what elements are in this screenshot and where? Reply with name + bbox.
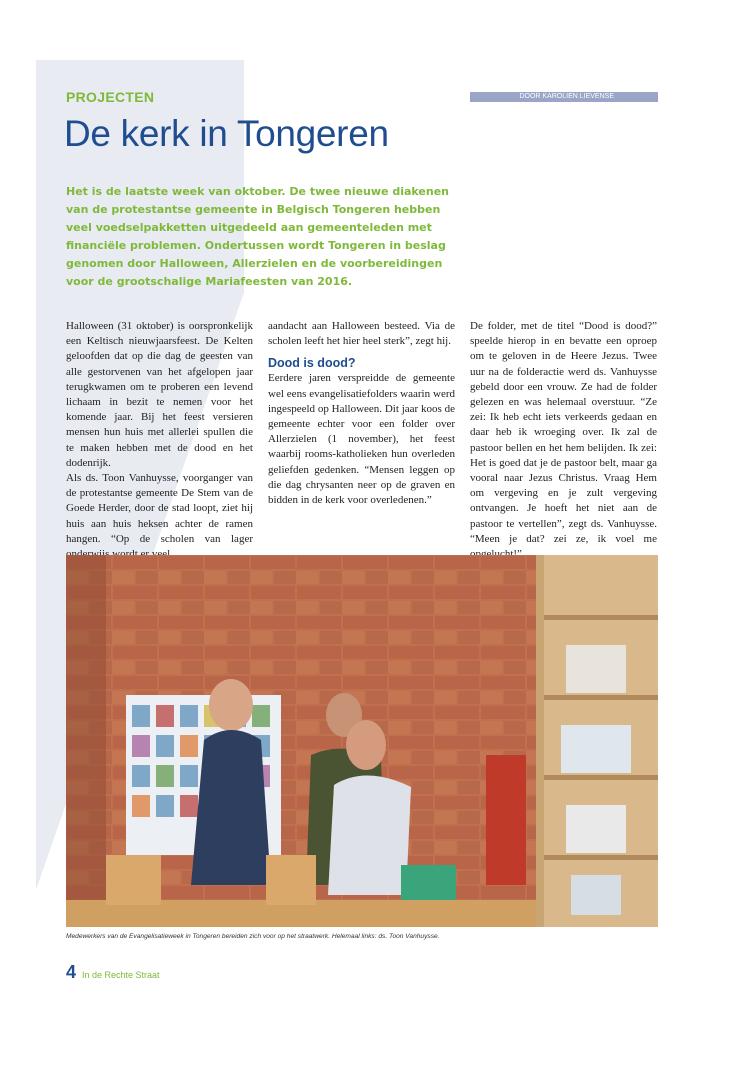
section-label: PROJECTEN	[66, 89, 155, 105]
paragraph: Eerdere jaren verspreidde de gemeente wel eens evangelisatiefolders waarin werd ingespeeld op Halloween. Dit jaar koos de gemeente echter voor een folder over Allerzielen (1 november), het feest waarbij rooms-katholieken hun overleden geliefden gedenken. “Mensen leggen op die dag chrysanten neer op de graven en bidden in de kerk voor overledenen.”	[268, 372, 455, 507]
magazine-name: In de Rechte Straat	[82, 970, 160, 980]
byline-text: DOOR KAROLIEN LIEVENSE	[519, 93, 614, 100]
article-lead: Het is de laatste week van oktober. De twee nieuwe diakenen van de protestantse gemeente in Belgisch Tongeren hebben veel voedselpakketten uitgedeeld aan gemeenteleden met financiële problemen. Ondertussen wordt Tongeren in beslag genomen door Halloween, Allerzielen en de voorbereidingen voor de grootschalige Mariafeesten van 2016.	[66, 185, 450, 288]
byline-bar	[470, 92, 658, 102]
photo-caption: Medewerkers van de Evangelisatieweek in Tongeren bereiden zich voor op het straatwerk. Helemaal links: ds. Toon Vanhuysse.	[66, 933, 440, 940]
article-photo	[66, 555, 658, 927]
paragraph: Als ds. Toon Vanhuysse, voorganger van de protestantse gemeente De Stem van de Goede Herder, door de stad loopt, ziet hij huis aan huis heksen achter de ramen hangen. “Op de scholen van lager	[66, 472, 253, 545]
text-column-1	[66, 319, 253, 562]
text-column-3	[470, 319, 657, 562]
article-title: De kerk in Tongeren	[64, 113, 389, 154]
paragraph: De folder, met de titel “Dood is dood?” speelde hierop in en bevatte een oproep om te geloven in de Heere Jezus. Twee uur na de folderactie werd ds. Vanhuysse gebeld door een vrouw. Ze had de folder gelezen en was helemaal overstuur. “Ze zei: Ik heb echt iets verkeerds gedaan en daar heb ik wroeging over. Ik zal de pastoor bellen en het hem belijden. Ik zei: Het is goed dat je de pastoor belt, maar ga vooral naar Jezus Christus. Vraag Hem om vergeving en je zult vergeving ontvangen. Je hoeft het niet aan de pastoor te vertellen”, zegt ds. Vanhuysse. “Meen je dat? zei ze, ik voel me	[470, 320, 657, 545]
subheading: Dood is dood?	[268, 356, 356, 371]
paragraph: Halloween (31 oktober) is oorspronkelijk een Keltisch nieuwjaarsfeest. De Kelten geloofden dat op die dag de geesten van alle gestorvenen van het afgelopen jaar terugkwamen om te proberen een levend lichaam in bezit te nemen voor het komende jaar. Bij het feest versieren mensen hun huis met allerlei spullen die te maken hebben met de dood en het dodenrijk.	[66, 320, 253, 469]
paragraph: aandacht aan Halloween besteed. Via de scholen leeft het hier heel sterk”, zegt hij.	[268, 320, 455, 348]
text-column-2	[268, 319, 455, 508]
page-number: 4	[66, 962, 77, 982]
photo-illustration	[66, 555, 658, 927]
